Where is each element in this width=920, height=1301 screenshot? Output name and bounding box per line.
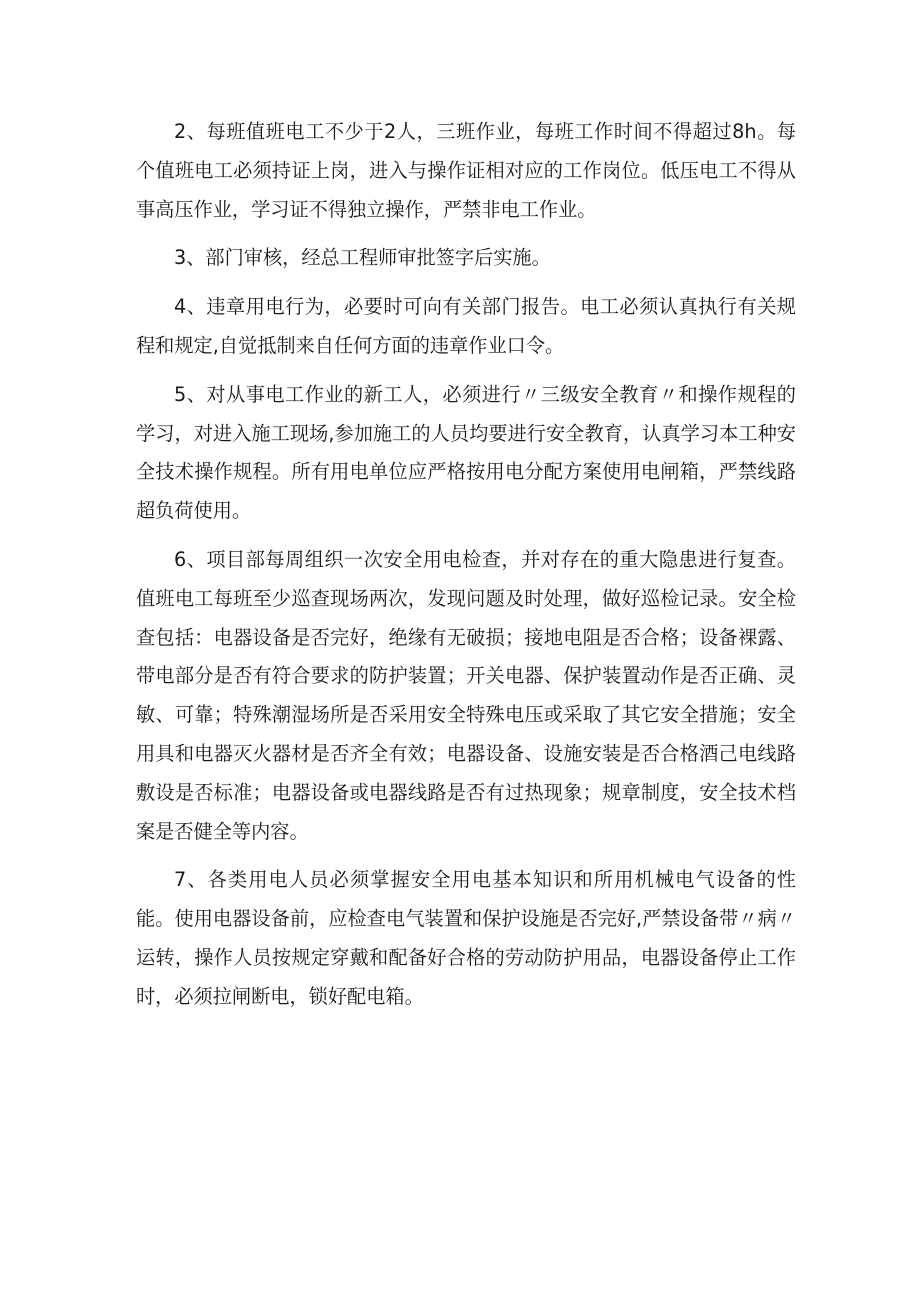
paragraph-item-2: 2、每班值班电工不少于2人，三班作业，每班工作时间不得超过8h。每个值班电工必须持证上岗，进入与操作证相对应的工作岗位。低压电工不得从事高压作业，学习证不得独立操作，严禁非电工作业。: [136, 120, 796, 221]
paragraph-item-3: 3、部门审核，经总工程师审批签字后实施。: [174, 246, 551, 270]
paragraph-item-6: 6、项目部每周组织一次安全用电检查，并对存在的重大隐患进行复查。值班电工每班至少巡查现场两次，发现问题及时处理，做好巡检记录。安全检查包括：电器设备是否完好，绝缘有无破损；接地电阻是否合格；设备裸露、带电部分是否有符合要求的防护装置；开关电器、保护装置动作是否正确、灵敏、可靠；特殊潮湿场所是否采用安全特殊电压或采取了其它安全措施；安全用具和电器灭火器材是否齐全有效；电器设备、设施安装是否合格酒己电线路敷设是否标准；电器设备或电器线路是否有过热现象；规章制度，安全技术档案是否健全等内容。: [136, 547, 796, 843]
paragraph-item-4: 4、违章用电行为，必要时可向有关部门报告。电工必须认真执行有关规程和规定,自觉抵制来自任何方面的违章作业口令。: [136, 295, 796, 357]
paragraph-item-5: 5、对从事电工作业的新工人，必须进行〃三级安全教育〃和操作规程的学习，对进入施工现场,参加施工的人员均要进行安全教育，认真学习本工种安全技术操作规程。所有用电单位应严格按用电分配方案使用电闸箱，严禁线路超负荷使用。: [136, 382, 796, 523]
document-body: [136, 113, 796, 1027]
paragraph-item-7: 7、各类用电人员必须掌握安全用电基本知识和所用机械电气设备的性能。使用电器设备前，应检查电气装置和保护设施是否完好,严禁设备带〃病〃运转，操作人员按规定穿戴和配备好合格的劳动防护用品，电器设备停止工作时，必须拉闸断电，锁好配电箱。: [136, 868, 796, 1008]
